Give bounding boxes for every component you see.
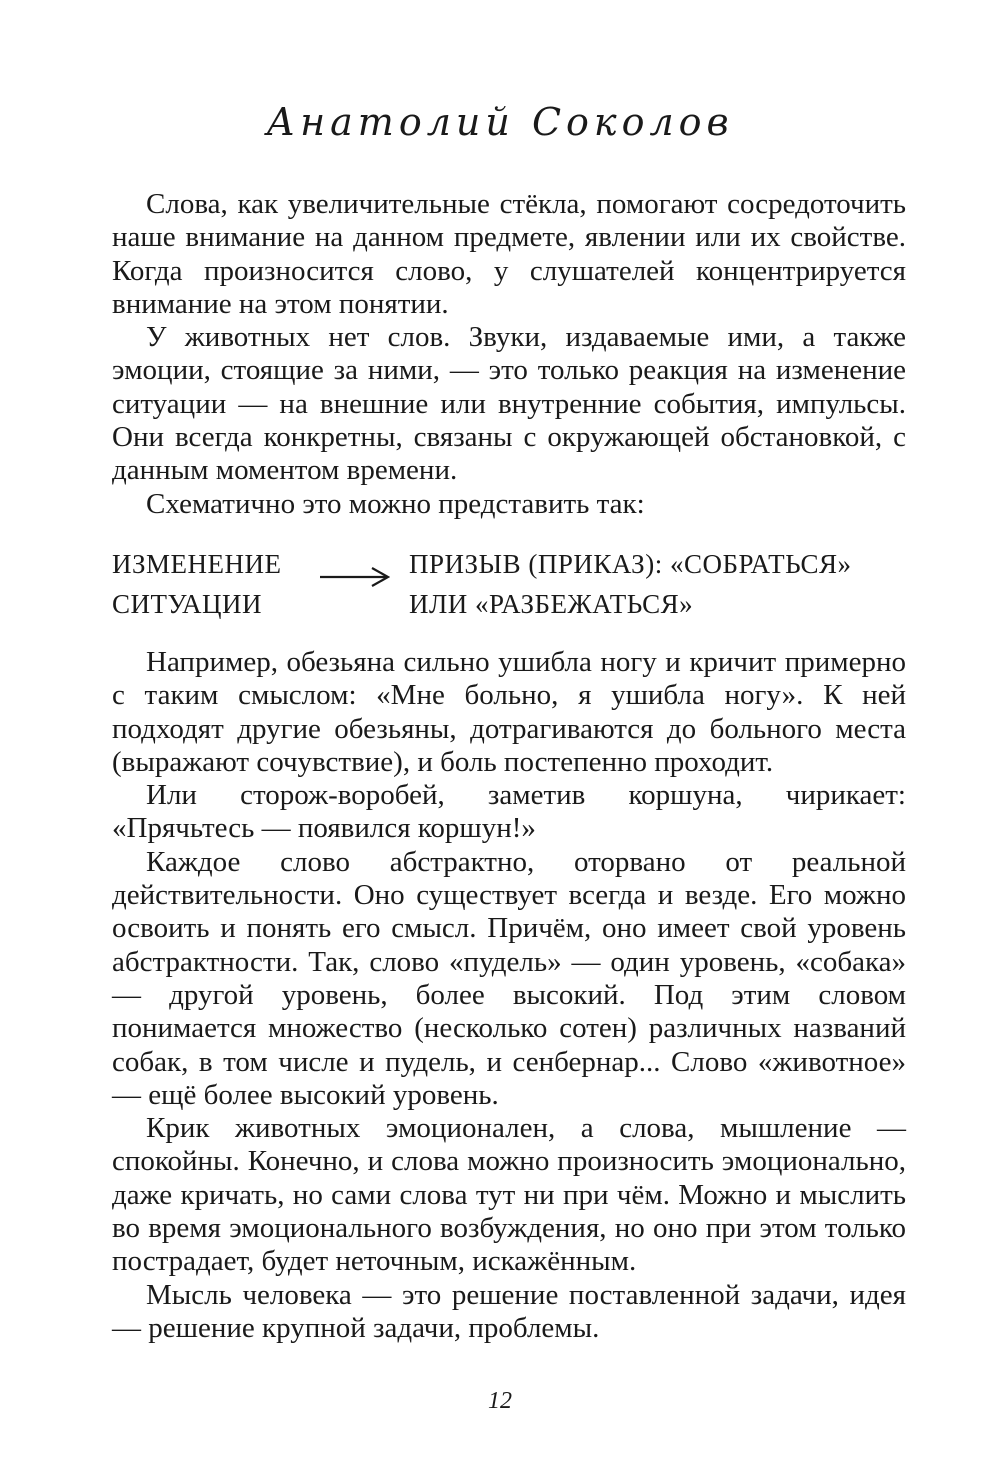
text-block-bottom <box>112 646 906 1345</box>
text-block-top <box>112 188 906 521</box>
paragraph: Каждое слово абстрактно, оторвано от реальной действительности. Оно существует всегда и везде. Его можно освоить и понять его смысл. Причём, оно имеет свой уровень абстрактности. Так, слово «пудель» — один уровень, «собака» — другой уровень, более высокий. Под этим словом понимается множество (несколько сотен) различных названий собак, в том числе и пудель, и сенбернар... Слово «животное» — ещё более высокий уровень. <box>112 845 906 1111</box>
scheme-effect-line: ИЛИ «РАЗБЕЖАТЬСЯ» <box>409 589 694 619</box>
running-head: Анатолий Соколов <box>266 100 734 144</box>
scheme-diagram <box>112 544 912 624</box>
right-arrow-icon <box>318 564 390 588</box>
scheme-cause-line: ИЗМЕНЕНИЕ <box>112 549 282 579</box>
paragraph: Слова, как увеличительные стёкла, помогают сосредоточить наше внимание на данном предмете, явлении или их свойстве. Когда произносится слово, у слушателей концентрируется внимание на этом понятии. <box>112 188 906 320</box>
scheme-cause-line: СИТУАЦИИ <box>112 589 262 619</box>
paragraph: Например, обезьяна сильно ушибла ногу и кричит примерно с таким смыслом: «Мне больно, я ушибла ногу». К ней подходят другие обезьяны, дотрагиваются до больного места (выражают сочувствие), и боль постепенно проходит. <box>112 646 906 778</box>
scheme-effect <box>409 544 852 624</box>
paragraph: Схематично это можно представить так: <box>146 487 645 520</box>
scheme-cause <box>112 544 282 624</box>
paragraph: Крик животных эмоционален, а слова, мышление — спокойны. Конечно, и слова можно произносить эмоционально, даже кричать, но сами слова тут ни при чём. Можно и мыслить во время эмоционального возбуждения, но оно при этом только пострадает, будет неточным, искажённым. <box>112 1112 906 1278</box>
scheme-effect-line: ПРИЗЫВ (ПРИКАЗ): «СОБРАТЬСЯ» <box>409 549 852 579</box>
page-number: 12 <box>488 1388 512 1414</box>
paragraph: Или сторож-воробей, заметив коршуна, чирикает: «Прячьтесь — появился коршун!» <box>112 779 906 845</box>
paragraph: У животных нет слов. Звуки, издаваемые ими, а также эмоции, стоящие за ними, — это только реакция на изменение ситуации — на внешние или внутренние события, импульсы. Они всегда конкретны, связаны с окружающей обстановкой, с данным моментом времени. <box>112 321 906 487</box>
paragraph: Мысль человека — это решение поставленной задачи, идея — решение крупной задачи, проблемы. <box>112 1278 906 1344</box>
